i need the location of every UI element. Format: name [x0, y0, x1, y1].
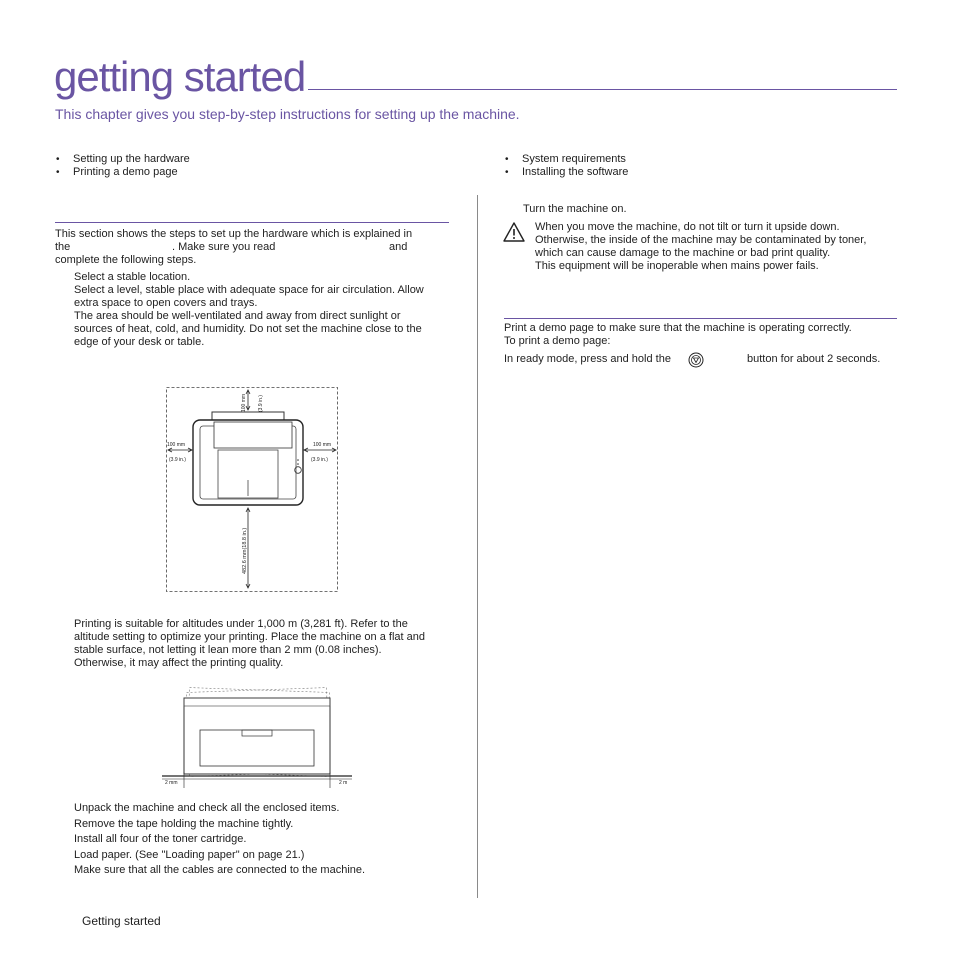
- demo-line: Print a demo page to make sure that the machine is operating correctly.: [504, 322, 852, 334]
- demo-step-text: button for about 2 seconds.: [747, 353, 881, 365]
- intro-line: This section shows the steps to set up the hardware which is explained in: [55, 228, 413, 240]
- demo-step: [504, 353, 904, 369]
- demo-line: To print a demo page:: [504, 335, 611, 347]
- right-mm-label: 100 mm: [313, 442, 332, 448]
- cancel-button-icon: [688, 352, 704, 368]
- location-line: edge of your desk or table.: [74, 336, 205, 348]
- setup-steps: [74, 801, 464, 879]
- bottom-label: 482.6 mm(18.8 in.): [242, 527, 248, 574]
- left-tilt-label: 2 mm: [165, 780, 178, 786]
- caution-line: This equipment will be inoperable when mains power fails.: [535, 260, 819, 272]
- altitude-line: Otherwise, it may affect the printing quality.: [74, 657, 284, 669]
- printer-led: [297, 459, 299, 461]
- step-item: Remove the tape holding the machine tightly.: [74, 817, 294, 830]
- top-in-label: (3.9 in.): [258, 395, 264, 412]
- level-diagram: [162, 684, 352, 790]
- footer-label: Getting started: [82, 914, 161, 928]
- section-rule-demo: [504, 318, 897, 319]
- intro-line: [55, 241, 455, 254]
- toc-item[interactable]: • Installing the software: [504, 166, 628, 179]
- title-rule: [308, 89, 897, 90]
- paper-tray: [200, 730, 314, 766]
- toc-left: [55, 153, 190, 179]
- step-item: Install all four of the toner cartridge.: [74, 833, 247, 845]
- caution-note: [535, 221, 905, 273]
- demo-step-text: In ready mode, press and hold the: [504, 353, 671, 365]
- intro-word: . Make sure you read: [172, 241, 276, 253]
- hardware-intro: [55, 228, 455, 267]
- location-line: Select a level, stable place with adequate space for air circulation. Allow: [74, 284, 424, 296]
- chapter-subtitle: This chapter gives you step-by-step instructions for setting up the machine.: [55, 106, 520, 122]
- altitude-line: Printing is suitable for altitudes under 1,000 m (3,281 ft). Refer to the: [74, 618, 408, 630]
- step-item: Load paper. (See "Loading paper" on page 21.): [74, 848, 305, 861]
- toc-item[interactable]: • System requirements: [504, 153, 628, 166]
- location-line: sources of heat, cold, and humidity. Do not set the machine close to the: [74, 323, 422, 335]
- toc-item[interactable]: • Printing a demo page: [55, 166, 190, 179]
- section-rule-hardware: [55, 222, 449, 223]
- left-mm-label: 100 mm: [167, 442, 186, 448]
- page-title: getting started: [54, 53, 306, 100]
- step-item: Unpack the machine and check all the enclosed items.: [74, 802, 340, 814]
- caution-line: Otherwise, the inside of the machine may be contaminated by toner,: [535, 234, 867, 246]
- location-line: extra space to open covers and trays.: [74, 297, 258, 309]
- intro-line: complete the following steps.: [55, 254, 197, 266]
- left-in-label: (3.9 in.): [169, 457, 186, 463]
- warning-icon: [503, 222, 525, 242]
- location-line: The area should be well-ventilated and away from direct sunlight or: [74, 310, 401, 322]
- altitude-line: stable surface, not letting it lean more than 2 mm (0.08 inches).: [74, 644, 382, 656]
- toc-item[interactable]: • Setting up the hardware: [55, 153, 190, 166]
- step-item: Make sure that all the cables are connected to the machine.: [74, 864, 366, 876]
- turn-on-step: Turn the machine on.: [523, 203, 627, 215]
- toc-right: [504, 153, 628, 179]
- column-divider: [477, 195, 478, 898]
- top-mm-label: 100 mm: [241, 393, 247, 412]
- clearance-diagram: [160, 382, 346, 596]
- caution-line: which can cause damage to the machine or bad print quality.: [535, 247, 831, 259]
- location-paragraph: [74, 271, 454, 349]
- altitude-line: altitude setting to optimize your printing. Place the machine on a flat and: [74, 631, 425, 643]
- printer-led: [297, 463, 299, 465]
- printer-output-tray: [214, 422, 292, 448]
- right-tilt-label: 2 m: [339, 780, 348, 786]
- right-in-label: (3.9 in.): [311, 457, 328, 463]
- altitude-paragraph: [74, 618, 459, 670]
- intro-word: the: [55, 241, 71, 253]
- location-line: Select a stable location.: [74, 271, 191, 283]
- intro-word: and: [389, 241, 408, 253]
- demo-intro: [504, 322, 904, 348]
- caution-line: When you move the machine, do not tilt or turn it upside down.: [535, 221, 840, 233]
